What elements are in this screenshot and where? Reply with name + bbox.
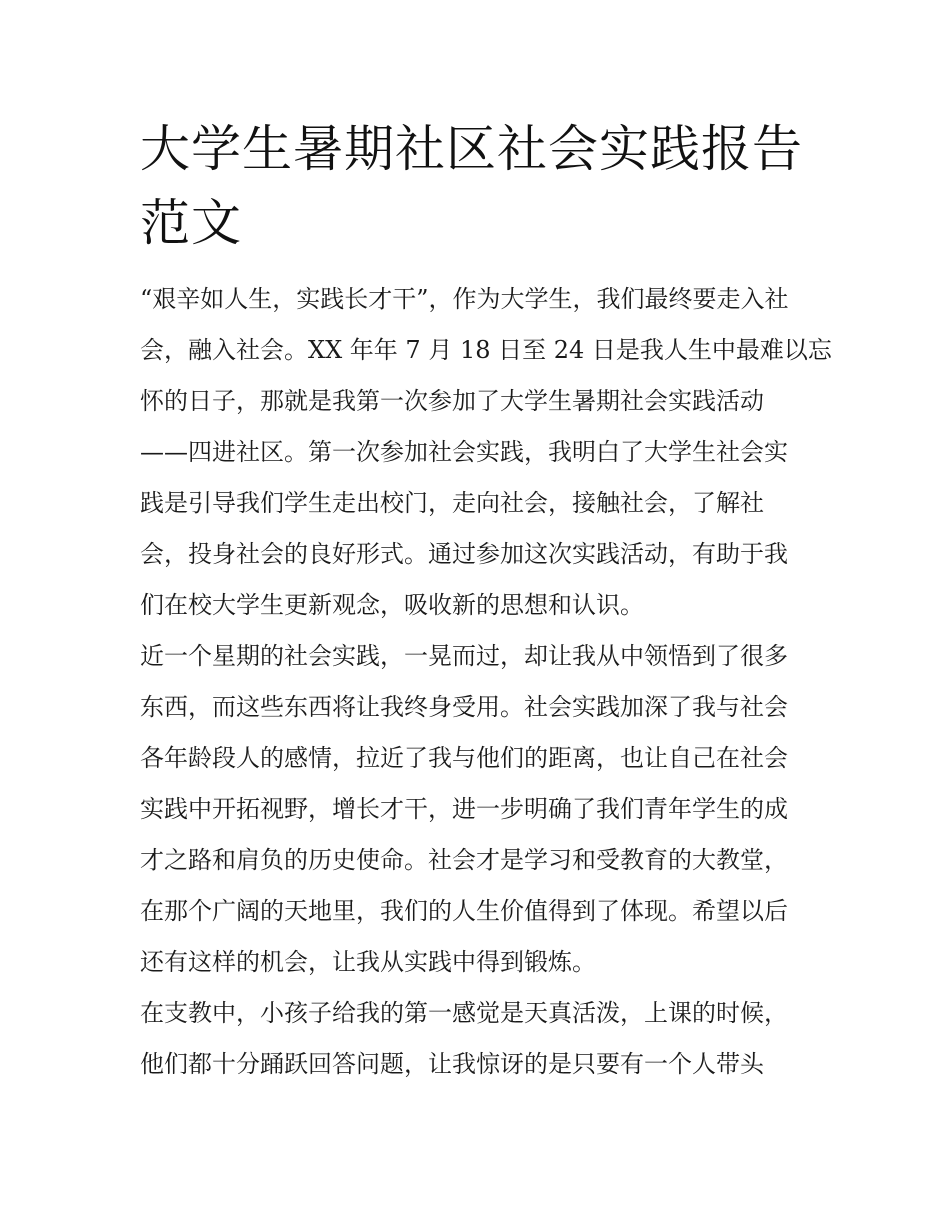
- text-line: 实践中开拓视野，增长才干，进一步明确了我们青年学生的成: [140, 795, 788, 823]
- text-line: 怀的日子，那就是我第一次参加了大学生暑期社会实践活动: [140, 387, 764, 415]
- text-line: 在支教中，小孩子给我的第一感觉是天真活泼，上课的时候，: [140, 999, 788, 1027]
- title-line-1: 大学生暑期社区社会实践报告: [140, 120, 803, 178]
- text-line: 才之路和肩负的历史使命。社会才是学习和受教育的大教堂，: [140, 846, 788, 874]
- paragraph-2: [140, 631, 820, 988]
- text-line: 还有这样的机会，让我从实践中得到锻炼。: [140, 948, 596, 976]
- paragraph-1: [140, 274, 832, 631]
- paragraph-3: [140, 988, 820, 1090]
- document-body: [140, 274, 832, 1090]
- text-line: ——四进社区。第一次参加社会实践，我明白了大学生社会实: [140, 438, 788, 466]
- title-line-2: 范文: [140, 194, 242, 252]
- text-line: 在那个广阔的天地里，我们的人生价值得到了体现。希望以后: [140, 897, 788, 925]
- text-line: 各年龄段人的感情，拉近了我与他们的距离，也让自己在社会: [140, 744, 788, 772]
- text-line: 践是引导我们学生走出校门，走向社会，接触社会，了解社: [140, 489, 764, 517]
- text-line: 会，投身社会的良好形式。通过参加这次实践活动，有助于我: [140, 540, 788, 568]
- text-line: 东西，而这些东西将让我终身受用。社会实践加深了我与社会: [140, 693, 788, 721]
- document-title: [140, 112, 820, 260]
- text-line: 他们都十分踊跃回答问题，让我惊讶的是只要有一个人带头: [140, 1050, 764, 1078]
- text-line: “艰辛如人生，实践长才干”，作为大学生，我们最终要走入社: [140, 285, 789, 313]
- text-line: 们在校大学生更新观念，吸收新的思想和认识。: [140, 591, 644, 619]
- text-line: 会，融入社会。XX 年年 7 月 18 日至 24 日是我人生中最难以忘: [140, 336, 832, 364]
- text-line: 近一个星期的社会实践，一晃而过，却让我从中领悟到了很多: [140, 642, 788, 670]
